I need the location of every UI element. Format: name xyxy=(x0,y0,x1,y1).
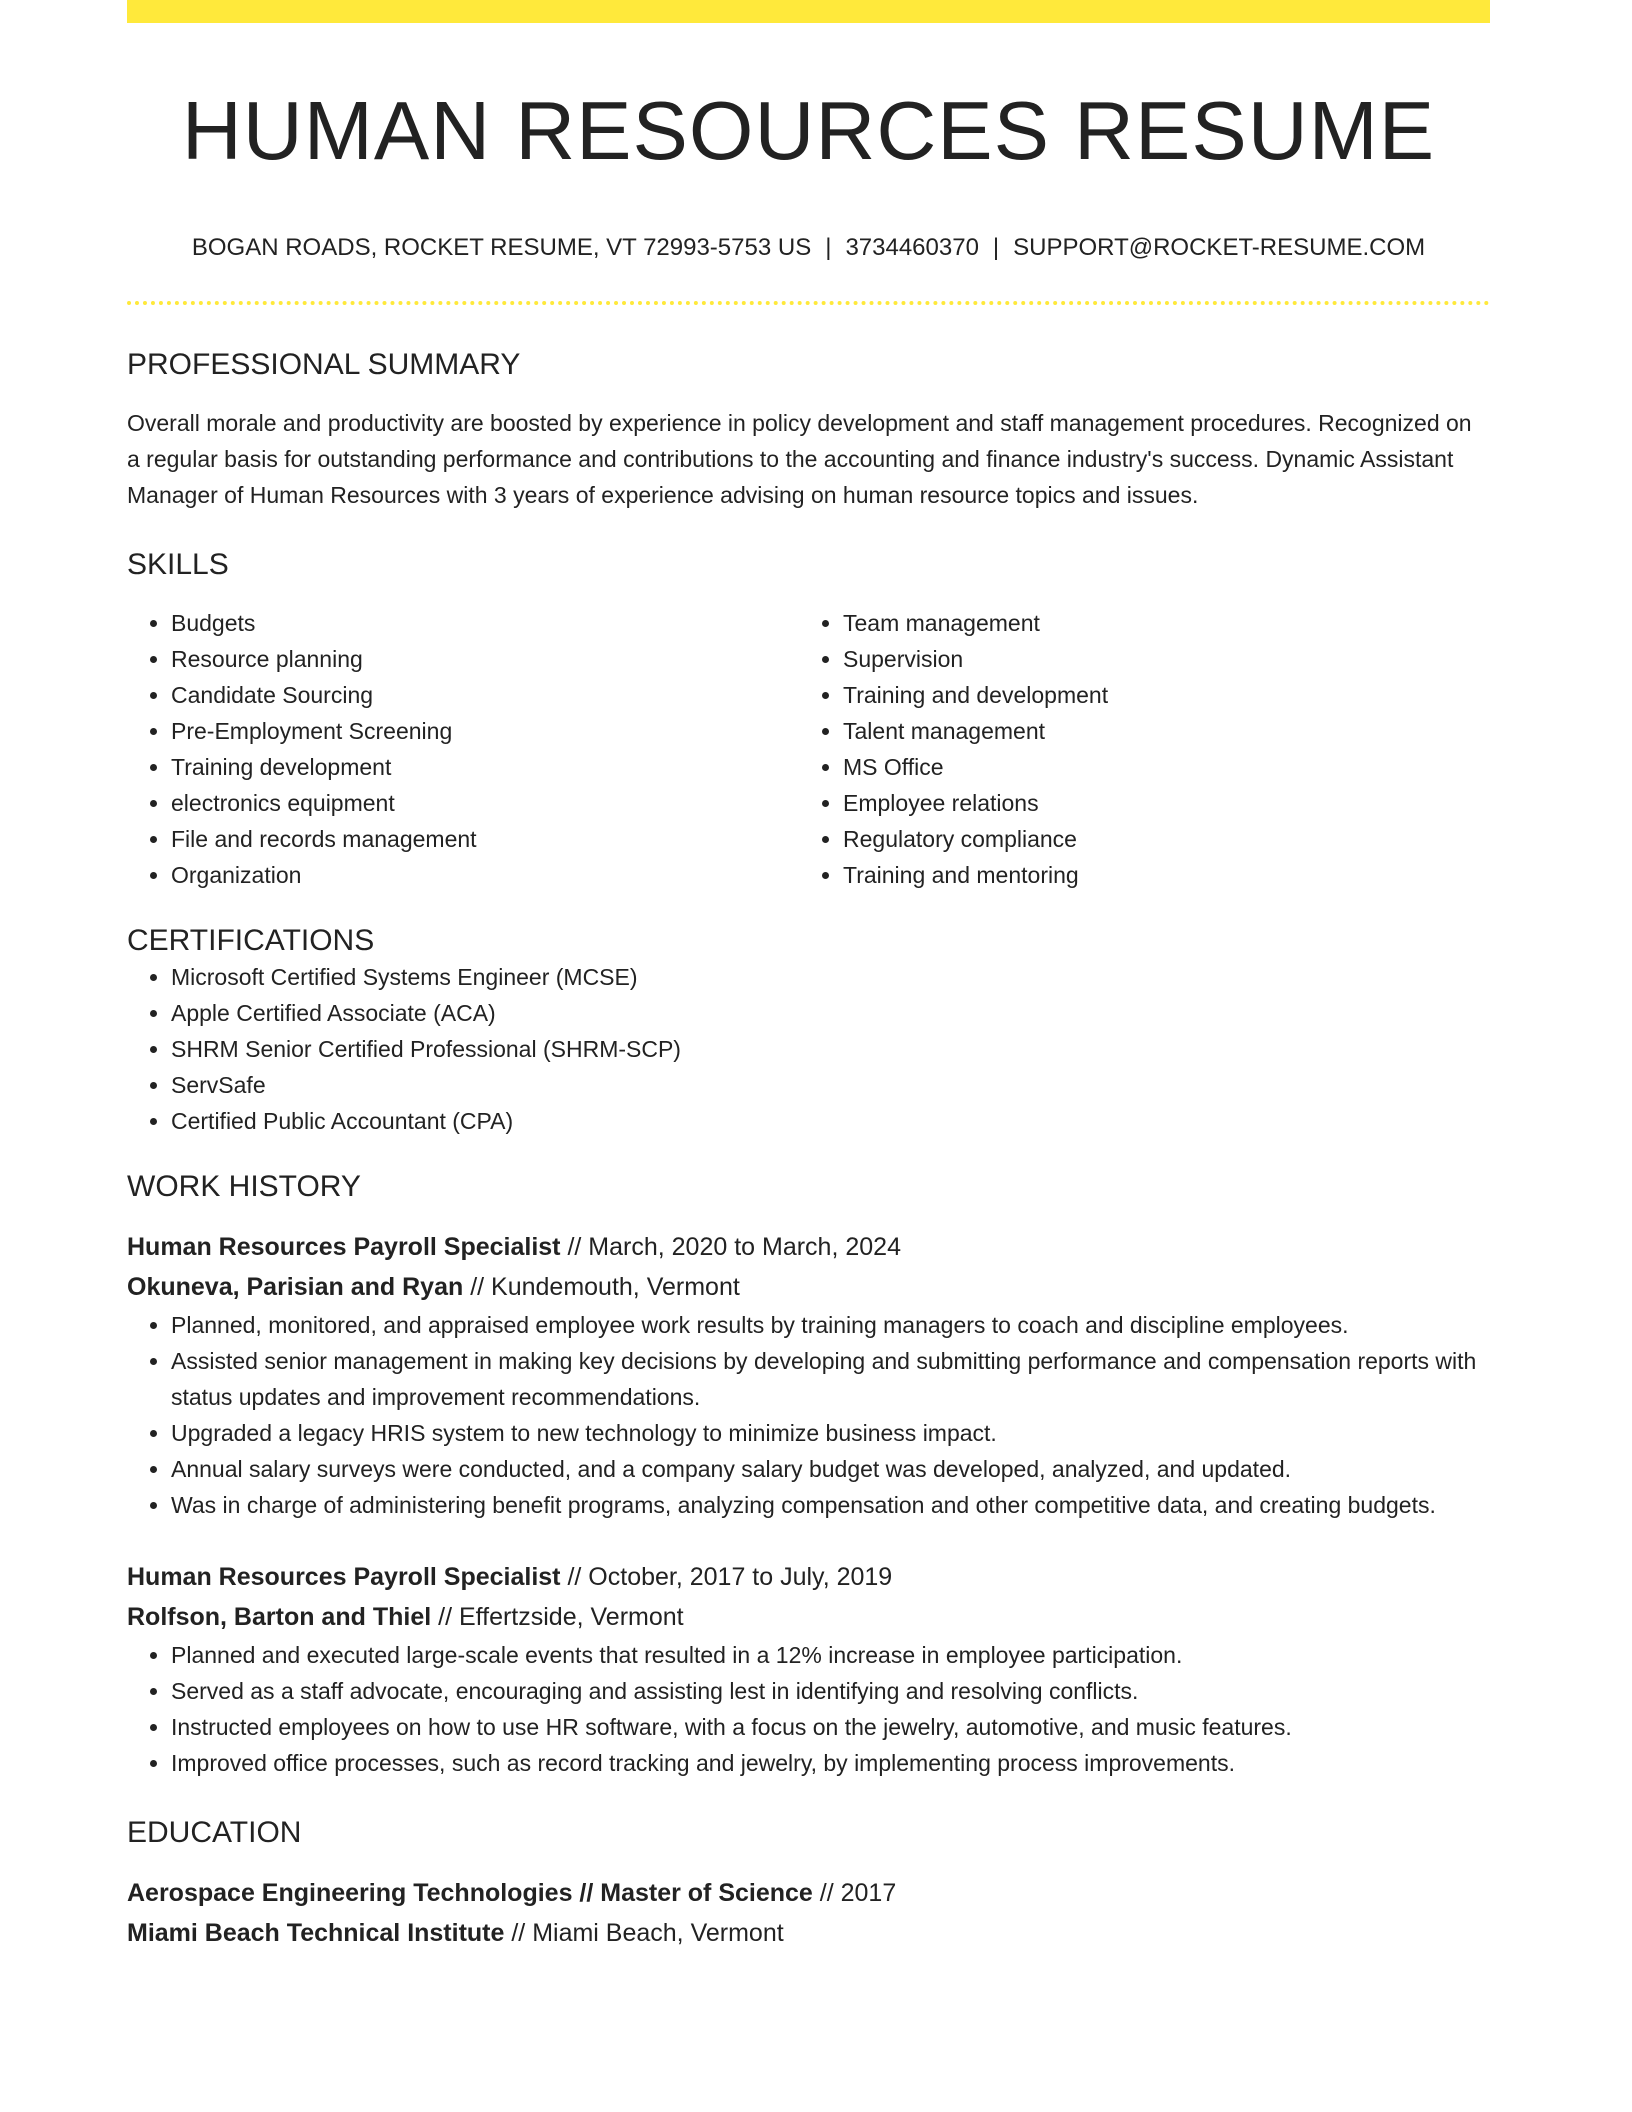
job-title-line xyxy=(127,1227,1490,1267)
certifications-list xyxy=(127,959,1490,1139)
skills-column-right xyxy=(799,605,1471,893)
top-accent-bar xyxy=(127,0,1490,23)
education-school: Miami Beach Technical Institute xyxy=(127,1919,505,1948)
contact-separator: | xyxy=(992,234,1000,262)
certification-item: • ServSafe xyxy=(171,1067,1490,1103)
skill-item: • Organization xyxy=(171,857,799,893)
work-history-heading: WORK HISTORY xyxy=(127,1170,361,1204)
skill-item: • Talent management xyxy=(843,713,1471,749)
skill-item: • Training and development xyxy=(843,677,1471,713)
job-bullet: • Instructed employees on how to use HR software, with a focus on the jewelry, automotive, and music features. xyxy=(171,1709,1490,1745)
skill-item: • Regulatory compliance xyxy=(843,821,1471,857)
job-entry xyxy=(127,1227,1490,1523)
education-degree: Aerospace Engineering Technologies // Master of Science xyxy=(127,1879,813,1908)
job-location: // Kundemouth, Vermont xyxy=(463,1273,740,1302)
skill-item: • MS Office xyxy=(843,749,1471,785)
skill-item: • Supervision xyxy=(843,641,1471,677)
certification-item: • Certified Public Accountant (CPA) xyxy=(171,1103,1490,1139)
job-company-line xyxy=(127,1267,1490,1307)
education-school-line xyxy=(127,1913,1490,1953)
job-company: Rolfson, Barton and Thiel xyxy=(127,1603,432,1632)
certifications-heading: CERTIFICATIONS xyxy=(127,924,375,958)
job-bullets xyxy=(127,1307,1490,1523)
education-heading: EDUCATION xyxy=(127,1816,302,1850)
certification-item: • Apple Certified Associate (ACA) xyxy=(171,995,1490,1031)
summary-heading: PROFESSIONAL SUMMARY xyxy=(127,348,521,382)
resume-page xyxy=(127,0,1490,1953)
skill-item: • File and records management xyxy=(171,821,799,857)
skills-heading: SKILLS xyxy=(127,548,229,582)
job-title: Human Resources Payroll Specialist xyxy=(127,1563,561,1592)
header-divider xyxy=(127,301,1490,305)
contact-phone: 3734460370 xyxy=(845,234,979,262)
job-bullet: • Planned, monitored, and appraised employee work results by training managers to coach and discipline employees. xyxy=(171,1307,1490,1343)
job-title-line xyxy=(127,1557,1490,1597)
skill-item: • Candidate Sourcing xyxy=(171,677,799,713)
job-entry xyxy=(127,1557,1490,1781)
job-dates: // October, 2017 to July, 2019 xyxy=(560,1563,893,1592)
contact-email: SUPPORT@ROCKET-RESUME.COM xyxy=(1013,234,1426,262)
skills-list-right xyxy=(799,605,1471,893)
certification-item: • SHRM Senior Certified Professional (SHRM-SCP) xyxy=(171,1031,1490,1067)
job-bullet: • Upgraded a legacy HRIS system to new technology to minimize business impact. xyxy=(171,1415,1490,1451)
job-title: Human Resources Payroll Specialist xyxy=(127,1233,561,1262)
job-company: Okuneva, Parisian and Ryan xyxy=(127,1273,464,1302)
skills-grid xyxy=(127,605,1490,893)
job-location: // Effertzside, Vermont xyxy=(431,1603,684,1632)
job-bullet: • Served as a staff advocate, encouraging and assisting lest in identifying and resolving conflicts. xyxy=(171,1673,1490,1709)
job-bullets xyxy=(127,1637,1490,1781)
skills-column-left xyxy=(127,605,799,893)
summary-text: Overall morale and productivity are boosted by experience in policy development and staff management procedures. Recognized on a regular basis for outstanding performance and contributions to the accounting and finance industry's success. Dynamic Assistant Manager of Human Resources with 3 years of experience advising on human resource topics and issues. xyxy=(127,410,1472,509)
education-entry xyxy=(127,1873,1490,1953)
contact-address: BOGAN ROADS, ROCKET RESUME, VT 72993-5753 US xyxy=(191,234,812,262)
skill-item: • Training development xyxy=(171,749,799,785)
skill-item: • electronics equipment xyxy=(171,785,799,821)
job-company-line xyxy=(127,1597,1490,1637)
skill-item: • Team management xyxy=(843,605,1471,641)
skill-item: • Employee relations xyxy=(843,785,1471,821)
contact-line xyxy=(127,234,1490,263)
job-bullet: • Was in charge of administering benefit programs, analyzing compensation and other competitive data, and creating budgets. xyxy=(171,1487,1490,1523)
job-bullet: • Improved office processes, such as record tracking and jewelry, by implementing process improvements. xyxy=(171,1745,1490,1781)
education-location: // Miami Beach, Vermont xyxy=(504,1919,784,1948)
skill-item: • Training and mentoring xyxy=(843,857,1471,893)
contact-separator: | xyxy=(825,234,832,262)
skill-item: • Pre-Employment Screening xyxy=(171,713,799,749)
job-bullet: • Assisted senior management in making key decisions by developing and submitting performance and compensation reports with status updates and improvement recommendations. xyxy=(171,1343,1490,1415)
certification-item: • Microsoft Certified Systems Engineer (MCSE) xyxy=(171,959,1490,995)
skill-item: • Budgets xyxy=(171,605,799,641)
education-year: // 2017 xyxy=(812,1879,897,1908)
skill-item: • Resource planning xyxy=(171,641,799,677)
skills-list-left xyxy=(127,605,799,893)
education-degree-line xyxy=(127,1873,1490,1913)
job-bullet: • Planned and executed large-scale events that resulted in a 12% increase in employee participation. xyxy=(171,1637,1490,1673)
job-bullet: • Annual salary surveys were conducted, and a company salary budget was developed, analyzed, and updated. xyxy=(171,1451,1490,1487)
page-title: HUMAN RESOURCES RESUME xyxy=(181,84,1436,177)
job-dates: // March, 2020 to March, 2024 xyxy=(560,1233,901,1262)
